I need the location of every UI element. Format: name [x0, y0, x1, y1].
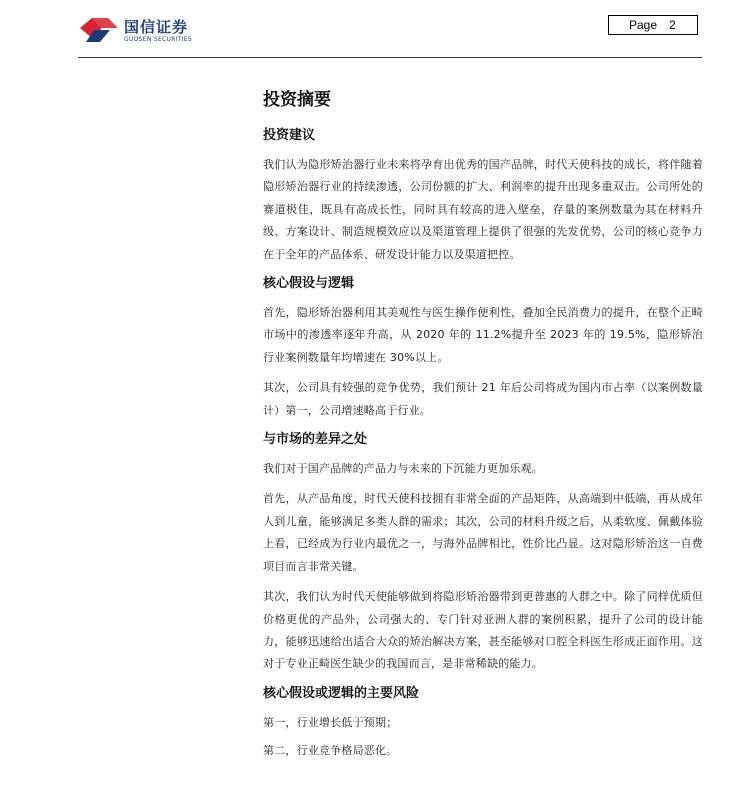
paragraph-market-difference-1: 我们对于国产品牌的产品力与未来的下沉能力更加乐观。	[263, 462, 543, 476]
logo-chinese-name: 国信证券	[124, 18, 189, 36]
section-heading-market-difference: 与市场的差异之处	[263, 432, 368, 448]
brand-logo	[78, 14, 238, 46]
page-number: 2	[669, 18, 676, 32]
paragraph-risk-1: 第一，行业增长低于预期；	[263, 715, 398, 729]
paragraph-investment-advice: 我们认为隐形矫治器行业未来将孕育出优秀的国产品牌，时代天使科技的成长，将伴随着隐形矫治器行业的持续渗透，公司份额的扩大、利润率的提升出现多重双击。公司所处的赛道极佳，既具有高成长性，同时具有较高的进入壁垒，存量的案例数量为其在材料升级、方案设计、制造规模效应以及渠道管理上提供了很强的先发优势，公司的核心竞争力在于全年的产品体系、研发设计能力以及渠道把控。	[263, 158, 703, 261]
paragraph-risk-2: 第二，行业竞争格局恶化。	[263, 744, 398, 758]
header-divider	[78, 57, 702, 58]
paragraph-core-assumptions-2: 其次，公司具有较强的竞争优势，我们预计 21 年后公司将成为国内市占率（以案例数量计）第一，公司增速略高于行业。	[263, 381, 703, 417]
guosen-logo-icon	[78, 14, 120, 44]
section-heading-investment-advice: 投资建议	[263, 128, 316, 143]
page-label: Page	[629, 18, 658, 32]
logo-english-name: GUOSEN SECURITIES	[124, 36, 193, 43]
main-content	[263, 88, 703, 769]
paragraph-market-difference-2: 首先，从产品角度，时代天使科技拥有非常全面的产品矩阵，从高端到中低端，再从成年人到儿童，能够满足多类人群的需求；其次，公司的材料升级之后，从柔软度、佩戴体验上看，已经成为行业内最优之一，与海外品牌相比，性价比凸显。这对隐形矫治这一自费项目而言非常关键。	[263, 492, 703, 573]
section-heading-core-assumptions: 核心假设与逻辑	[263, 276, 355, 292]
paragraph-market-difference-3: 其次，我们认为时代天使能够做到将隐形矫治器带到更普惠的人群之中。除了同样优质但价格更优的产品外，公司强大的、专门针对亚洲人群的案例积累，提升了公司的设计能力，能够迅速给出适合大众的矫治解决方案，甚至能够对口腔全科医生形成正面作用。这对于专业正畸医生缺少的我国而言，是非常稀缺的能力。	[263, 590, 703, 671]
page-title: 投资摘要	[263, 90, 331, 110]
section-heading-risks: 核心假设或逻辑的主要风险	[263, 685, 420, 701]
page-indicator	[608, 15, 698, 35]
paragraph-core-assumptions-1: 首先，隐形矫治器利用其美观性与医生操作便利性，叠加全民消费力的提升，在整个正畸市场中的渗透率逐年升高，从 2020 年的 11.2%提升至 2023 年的 19.5%，隐形矫治行业案例数量年均增速在 30%以上。	[263, 306, 703, 364]
